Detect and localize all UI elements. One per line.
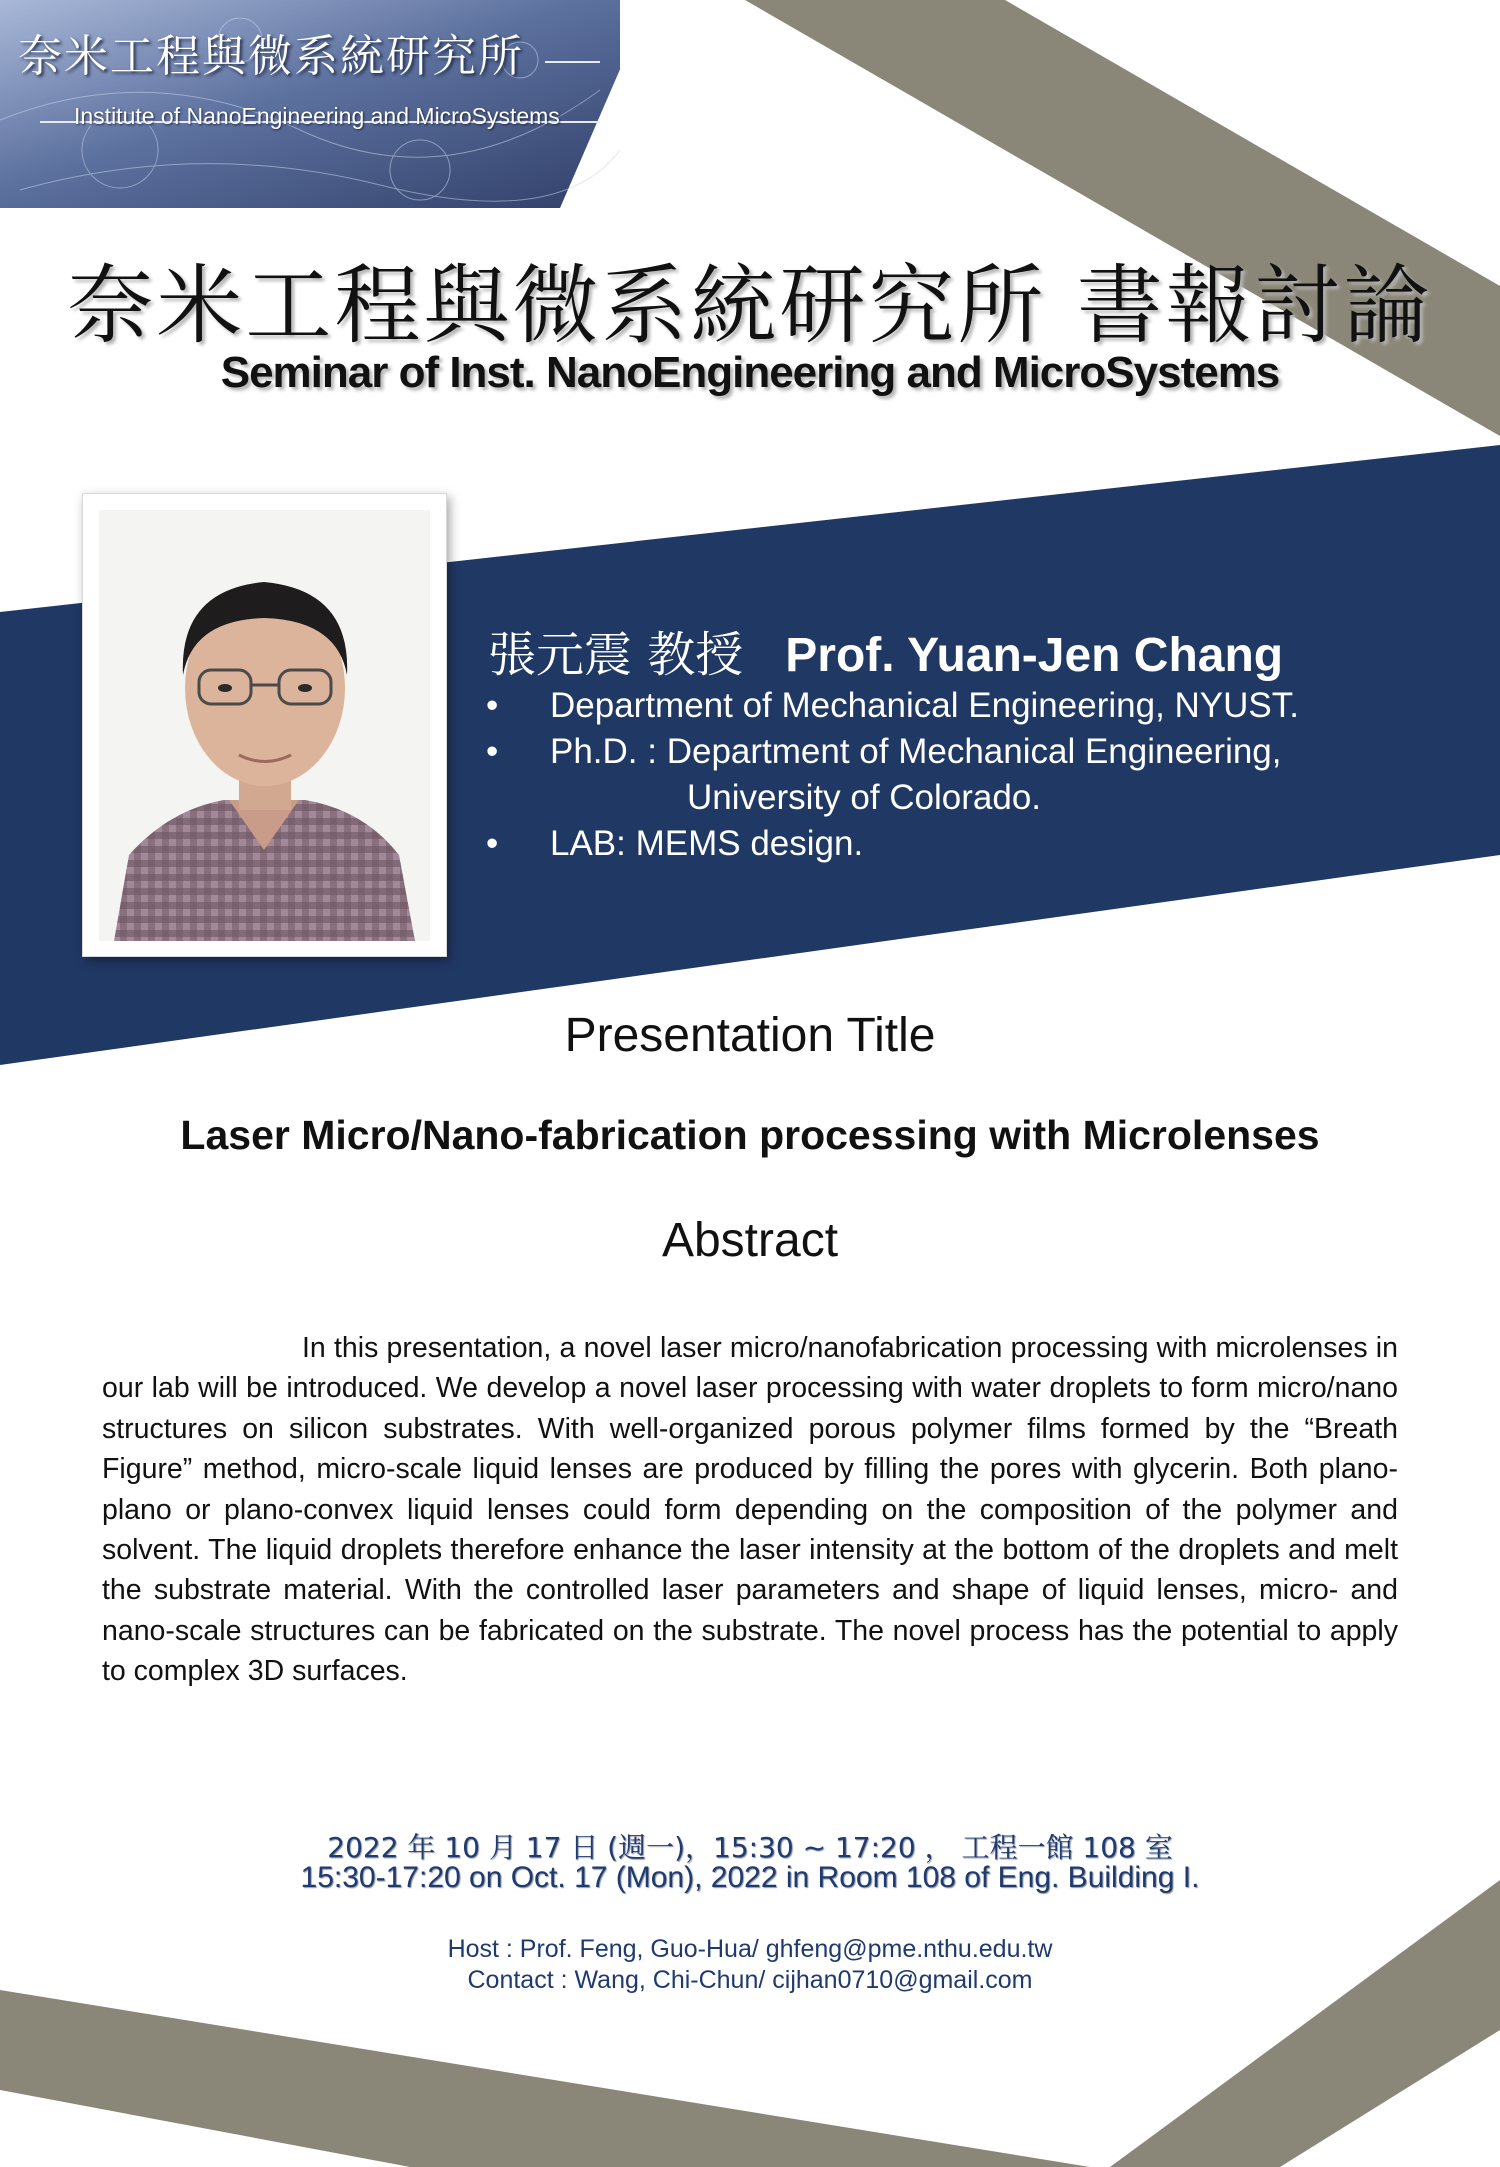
bottom-left-gray-band	[0, 1990, 1090, 2167]
speaker-name-zh: 張元震 教授	[488, 627, 744, 683]
speaker-photo	[82, 493, 447, 957]
detail-item-department: • Department of Mechanical Engineering, NYUST.	[484, 683, 1384, 729]
detail-item-phd-university: University of Colorado.	[687, 778, 1042, 817]
talk-title: Laser Micro/Nano-fabrication processing with Microlenses	[180, 1112, 1320, 1158]
schedule-zh: 2022 年 10 月 17 日 (週一)，15:30 ~ 17:20 ， 工程一館 108 室	[327, 1831, 1173, 1864]
seminar-title-zh: 奈米工程與微系統研究所 書報討論	[67, 256, 1433, 356]
abstract-text: In this presentation, a novel laser micro/nanofabrication processing with microlenses in our lab will be introduced. We develop a novel laser processing with water droplets to form micro/nano structures on silicon substrates. With well-organized porous polymer films formed by the “Breath Figure” method, micro-scale liquid lenses are produced by filling the pores with glycerin. Both plano-plano or plano-convex liquid lenses could form depending on the composition of the polymer and solvent. The liquid droplets therefore enhance the laser intensity at the bottom of the droplets and melt the substrate material. With the controlled laser parameters and shape of liquid lenses, micro- and nano-scale structures can be fabricated on the substrate. The novel process has the potential to apply to complex 3D surfaces.	[102, 1332, 1398, 1688]
speaker-name	[488, 616, 1283, 685]
banner-title-zh: 奈米工程與微系統研究所	[18, 31, 524, 82]
abstract-label: Abstract	[661, 1214, 839, 1267]
bullet-icon: •	[486, 824, 499, 863]
bullet-icon: •	[486, 732, 499, 771]
speaker-details	[484, 683, 1384, 867]
host-contact: Host : Prof. Feng, Guo-Hua/ ghfeng@pme.nthu.edu.tw	[447, 1935, 1053, 1963]
bottom-right-gray-band	[1110, 1880, 1500, 2167]
seminar-title-en: Seminar of Inst. NanoEngineering and MicroSystems	[220, 348, 1280, 397]
banner-title-en: Institute of NanoEngineering and MicroSystems	[74, 103, 560, 129]
bullet-icon: •	[486, 686, 499, 725]
speaker-name-en: Prof. Yuan-Jen Chang	[785, 629, 1284, 682]
detail-item-lab: • LAB: MEMS design.	[484, 821, 1384, 867]
contact-person: Contact : Wang, Chi-Chun/ cijhan0710@gmail.com	[467, 1966, 1033, 1994]
detail-item-phd: • Ph.D. : Department of Mechanical Engineering, University of Colorado.	[484, 729, 1384, 821]
presentation-title-label: Presentation Title	[564, 1009, 936, 1062]
schedule-en: 15:30-17:20 on Oct. 17 (Mon), 2022 in Room 108 of Eng. Building I.	[300, 1861, 1200, 1894]
